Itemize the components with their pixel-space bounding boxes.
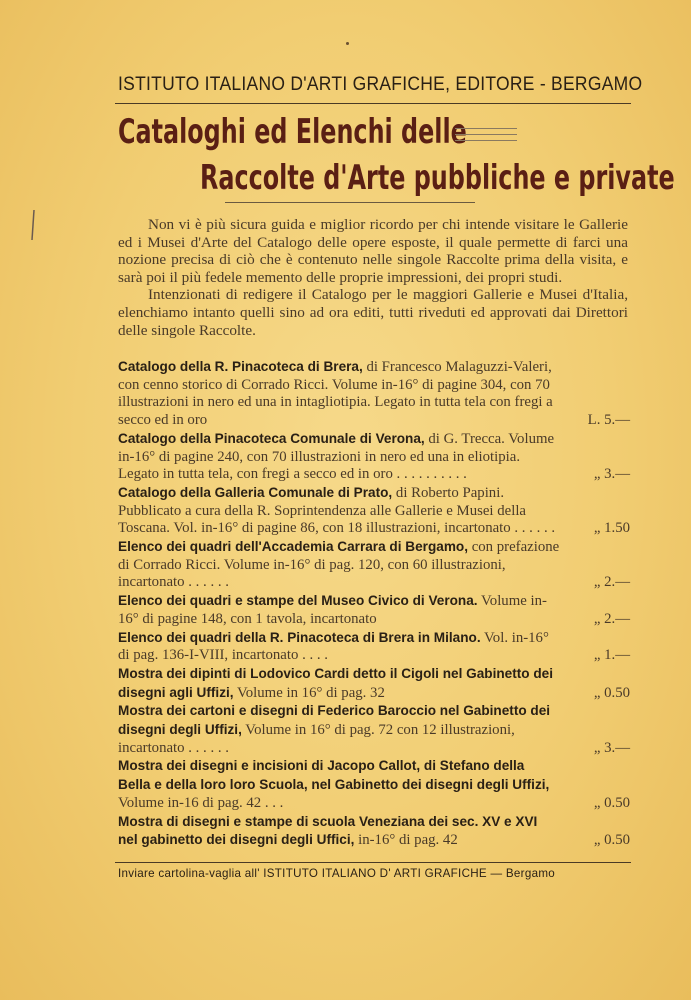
catalog-entry <box>118 665 630 702</box>
intro-paragraph-1: Non vi è più sicura guida e miglior ricordo per chi intende visitare le Gallerie ed i Musei d'Arte del Catalogo delle opere esposte, il quale permette di farci una nozione precisa di ciò che è contenuto nelle singole Raccolte prima della visita, e sarà poi il più fedele memento delle proprie impressioni, dei propri studi. <box>118 216 628 286</box>
entry-description: Volume in 16° di pag. 32 <box>237 684 385 701</box>
entry-title: Mostra di disegni e stampe di scuola Veneziana dei sec. XV e XVI nel gabinetto dei disegni degli Uffici, <box>118 813 538 848</box>
entry-title: Catalogo della Pinacoteca Comunale di Verona, <box>118 430 425 446</box>
entry-title: Mostra dei dipinti di Lodovico Cardi detto il Cigoli nel Gabinetto dei disegni agli Uffizi, <box>118 665 554 700</box>
entry-price: „ 2.— <box>593 610 630 627</box>
entry-price: „ 0.50 <box>593 832 630 849</box>
entry-price: „ 0.50 <box>593 684 630 701</box>
catalog-entry <box>118 702 630 757</box>
entry-description: Vol. in-16° di pag. 136-I-VIII, incartonato . . . . <box>118 629 549 664</box>
entry-description: Volume in-16° di pagine 148, con 1 tavola, incartonato <box>118 593 547 627</box>
entry-description: Volume in-16 di pag. 42 . . . <box>118 794 284 811</box>
entry-description: con prefazione di Corrado Ricci. Volume in-16° di pag. 120, con 60 illustrazioni, incartonato . . . . . . <box>118 539 560 591</box>
catalog-entry <box>118 813 630 850</box>
entry-price: „ 0.50 <box>593 794 630 811</box>
catalog-entry <box>118 430 630 484</box>
catalog-entry <box>118 757 630 812</box>
title-rule <box>225 202 475 203</box>
entry-title: Elenco dei quadri e stampe del Museo Civico di Verona. <box>118 593 478 609</box>
catalog-list <box>118 358 630 850</box>
catalog-entry <box>118 592 630 628</box>
entry-price: L. 5.— <box>587 412 630 429</box>
entry-price: „ 2.— <box>593 574 630 591</box>
entry-description: Volume in 16° di pag. 72 con 12 illustrazioni, incartonato . . . . . . <box>118 722 515 756</box>
entry-title: Elenco dei quadri della R. Pinacoteca di Brera in Milano. <box>118 629 481 645</box>
entry-title: Catalogo della Galleria Comunale di Prato, <box>118 484 393 500</box>
catalog-entry <box>118 484 630 538</box>
catalog-entry <box>118 358 630 430</box>
ink-dot <box>346 42 349 45</box>
top-rule <box>115 103 631 104</box>
footer-note: Inviare cartolina-vaglia all' ISTITUTO ITALIANO D' ARTI GRAFICHE — Bergamo <box>118 867 556 880</box>
footer-rule <box>115 862 631 863</box>
decorative-lines <box>455 128 517 148</box>
title-line-2: Raccolte d'Arte pubbliche e private <box>200 158 675 198</box>
catalog-entry <box>118 629 630 665</box>
entry-description: di Francesco Malaguzzi-Valeri, con cenno storico di Corrado Ricci. Volume in-16° di pagine 304, con 70 illustrazioni in nero ed una in intagliotipia. Legato in tutta tela con fregi a secco ed in oro <box>118 359 553 429</box>
entry-title: Mostra dei cartoni e disegni di Federico Baroccio nel Gabinetto dei disegni degli Uffizi, <box>118 703 551 738</box>
entry-price: „ 1.50 <box>593 520 630 537</box>
entry-description: di Roberto Papini. Pubblicato a cura della R. Soprintendenza alle Gallerie e Musei della Toscana. Vol. in-16° di pagine 86, con 18 illustrazioni, incartonato . . . . . . <box>118 484 556 537</box>
entry-price: „ 3.— <box>593 739 630 756</box>
entry-description: in-16° di pag. 42 <box>358 832 458 849</box>
entry-price: „ 1.— <box>593 647 630 664</box>
entry-price: „ 3.— <box>593 466 630 483</box>
intro-text <box>118 216 628 339</box>
intro-paragraph-2: Intenzionati di redigere il Catalogo per le maggiori Gallerie e Musei d'Italia, elenchiamo intanto quelli sino ad ora editi, tutti riveduti ed approvati dai Direttori delle singole Raccolte. <box>118 286 628 339</box>
entry-title: Catalogo della R. Pinacoteca di Brera, <box>118 359 363 374</box>
publisher-heading: ISTITUTO ITALIANO D'ARTI GRAFICHE, EDITORE - BERGAMO <box>118 74 643 95</box>
catalog-entry <box>118 538 630 592</box>
entry-title: Elenco dei quadri dell'Accademia Carrara di Bergamo, <box>118 539 468 555</box>
title-line-1: Cataloghi ed Elenchi delle <box>118 112 467 152</box>
pencil-mark <box>31 210 35 240</box>
entry-description: di G. Trecca. Volume in-16° di pagine 240, con 70 illustrazioni in nero ed una in eliotipia. Legato in tutta tela, con fregi a secco ed in oro . . . . . . . . . . <box>118 430 555 483</box>
entry-title: Mostra dei disegni e incisioni di Jacopo Callot, di Stefano della Bella e della loro loro Scuola, nel Gabinetto dei disegni degli Uffizi, <box>118 758 550 793</box>
